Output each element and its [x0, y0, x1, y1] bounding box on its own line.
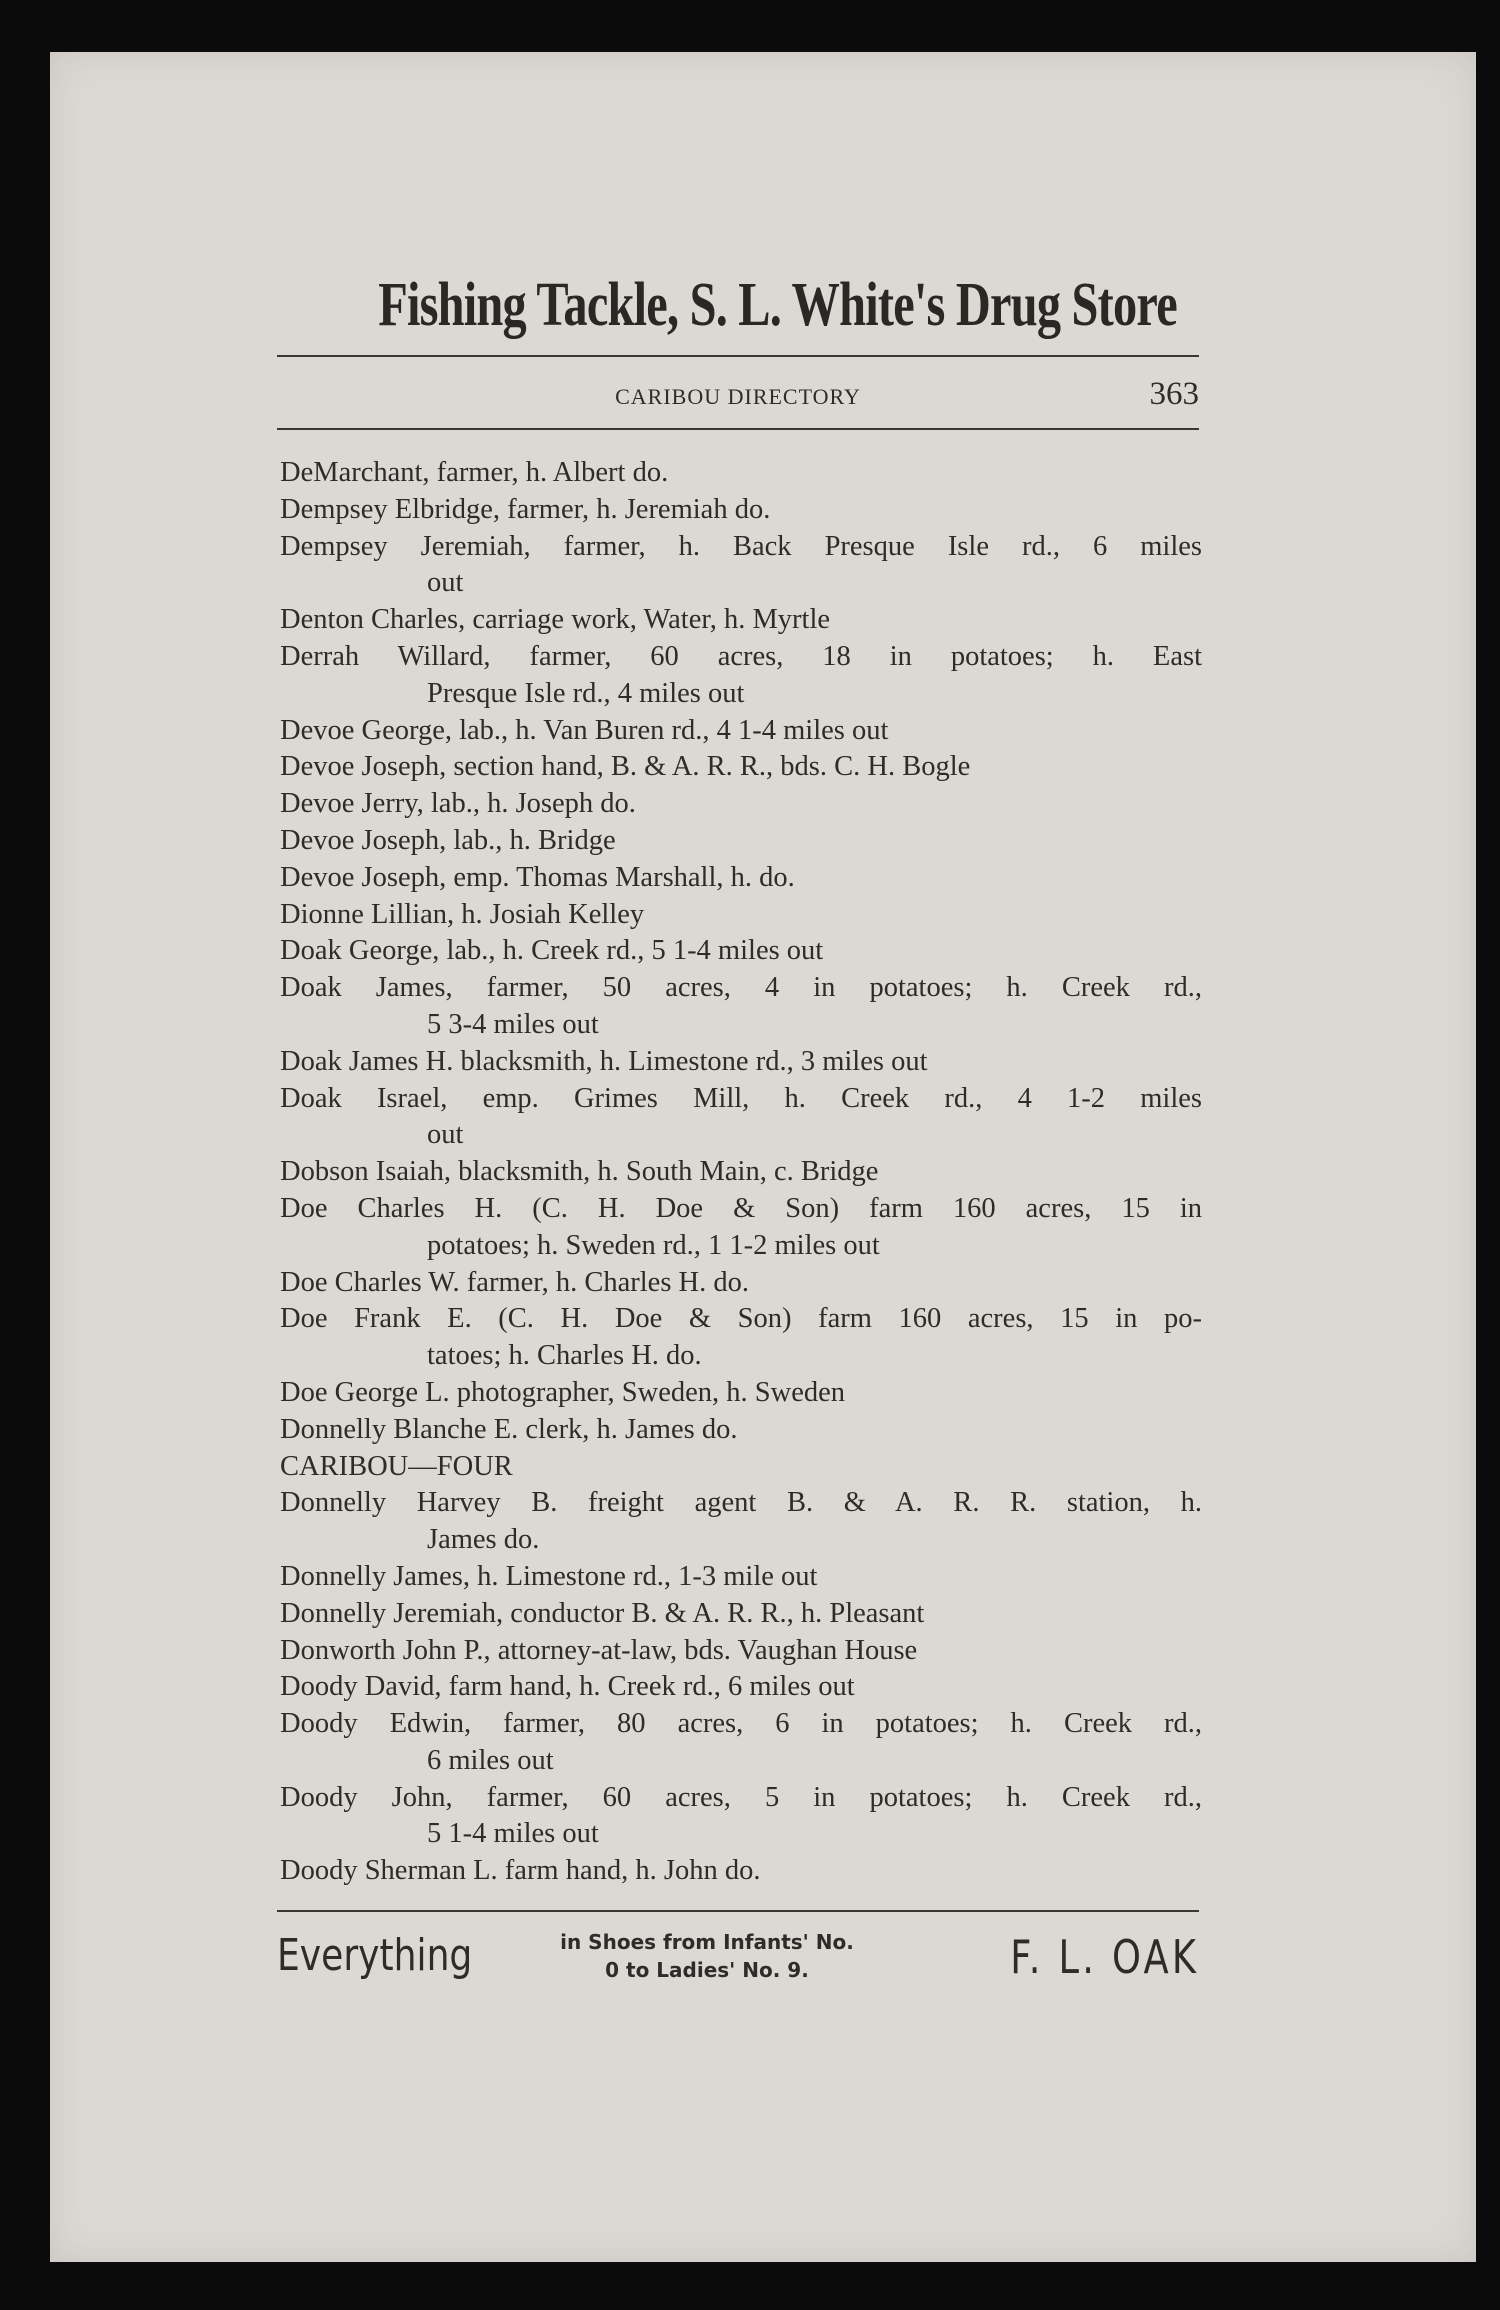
entry-continuation-line: tatoes; h. Charles H. do. [427, 1340, 702, 1372]
entry-line: Donnelly James, h. Limestone rd., 1-3 mile out [280, 1560, 818, 1592]
directory-entry [280, 1559, 1202, 1596]
entry-continuation-line: potatoes; h. Sweden rd., 1 1-2 miles out [427, 1229, 880, 1261]
directory-entry [280, 1780, 1202, 1854]
footer-advert [277, 1924, 1199, 2004]
entry-continuation-line: 5 1-4 miles out [427, 1818, 599, 1850]
directory-entry [280, 1044, 1202, 1081]
entry-continuation-line: 6 miles out [427, 1744, 554, 1776]
footer-line-2: 0 to Ladies' No. 9. [605, 1958, 809, 1982]
directory-entry [280, 1706, 1202, 1780]
entry-line: Doe Charles H. (C. H. Doe & Son) farm 160 acres, 15 in [280, 1192, 1202, 1224]
entry-continuation-line: out [427, 1119, 464, 1151]
entry-continuation-line: Presque Isle rd., 4 miles out [427, 677, 745, 709]
entry-line: Doody John, farmer, 60 acres, 5 in potatoes; h. Creek rd., [280, 1781, 1202, 1813]
directory-entry [280, 1853, 1202, 1890]
entry-line: Dempsey Jeremiah, farmer, h. Back Presque Isle rd., 6 miles [280, 530, 1202, 562]
entry-line: Doak James H. blacksmith, h. Limestone rd., 3 miles out [280, 1045, 928, 1077]
directory-entry [280, 1485, 1202, 1559]
directory-entry [280, 602, 1202, 639]
entry-line: Denton Charles, carriage work, Water, h. Myrtle [280, 604, 831, 636]
directory-entry [280, 1154, 1202, 1191]
entry-line: Dempsey Elbridge, farmer, h. Jeremiah do. [280, 493, 771, 525]
entry-line: Donnelly Jeremiah, conductor B. & A. R. R., h. Pleasant [280, 1597, 925, 1629]
directory-entry [280, 933, 1202, 970]
directory-entry [280, 1375, 1202, 1412]
running-header [277, 378, 1199, 414]
directory-entry [280, 713, 1202, 750]
directory-entry [280, 970, 1202, 1044]
entry-continuation-line: 5 3-4 miles out [427, 1008, 599, 1040]
directory-entry [280, 823, 1202, 860]
directory-entry [280, 749, 1202, 786]
entry-line: Doody David, farm hand, h. Creek rd., 6 miles out [280, 1671, 855, 1703]
directory-entry [280, 1191, 1202, 1265]
directory-entry [280, 1596, 1202, 1633]
directory-entry [280, 860, 1202, 897]
page-number: 363 [1149, 376, 1199, 412]
entry-line: Devoe Jerry, lab., h. Joseph do. [280, 788, 636, 820]
header-rule-bottom [277, 428, 1199, 430]
entry-line: Devoe Joseph, lab., h. Bridge [280, 824, 616, 856]
footer-line-1: in Shoes from Infants' No. [560, 1930, 854, 1954]
entry-line: Doody Sherman L. farm hand, h. John do. [280, 1855, 761, 1887]
entry-line: Doe Frank E. (C. H. Doe & Son) farm 160 acres, 15 in po- [280, 1303, 1202, 1335]
entry-continuation-line: James do. [427, 1524, 540, 1556]
directory-entry [280, 1081, 1202, 1155]
header-rule-top [277, 355, 1199, 357]
entry-line: Donnelly Harvey B. freight agent B. & A. R. R. station, h. [280, 1487, 1202, 1519]
entry-continuation-line: out [427, 567, 464, 599]
directory-entry [280, 897, 1202, 934]
footer-rule [277, 1910, 1199, 1912]
directory-entry [280, 492, 1202, 529]
entry-line: CARIBOU—FOUR [280, 1450, 513, 1482]
directory-entries [280, 455, 1202, 1890]
entry-line: Dobson Isaiah, blacksmith, h. South Main, c. Bridge [280, 1156, 879, 1188]
entry-line: Devoe George, lab., h. Van Buren rd., 4 1-4 miles out [280, 714, 889, 746]
directory-entry [280, 1301, 1202, 1375]
entry-line: Doody Edwin, farmer, 80 acres, 6 in potatoes; h. Creek rd., [280, 1708, 1202, 1740]
entry-line: Devoe Joseph, section hand, B. & A. R. R., bds. C. H. Bogle [280, 751, 971, 783]
directory-entry [280, 786, 1202, 823]
directory-entry [280, 1669, 1202, 1706]
directory-entry [280, 1449, 1202, 1486]
entry-line: Devoe Joseph, emp. Thomas Marshall, h. do. [280, 861, 795, 893]
entry-line: Derrah Willard, farmer, 60 acres, 18 in potatoes; h. East [280, 640, 1202, 672]
footer-headline: Everything [277, 1930, 473, 1981]
running-head: CARIBOU DIRECTORY [615, 384, 861, 409]
entry-line: Doe George L. photographer, Sweden, h. Sweden [280, 1376, 846, 1408]
directory-entry [280, 1633, 1202, 1670]
entry-line: DeMarchant, farmer, h. Albert do. [280, 457, 669, 488]
advert-title: Fishing Tackle, S. L. White's Drug Store [378, 271, 1177, 339]
directory-entry [280, 529, 1202, 603]
directory-entry [280, 1265, 1202, 1302]
entry-line: Doak James, farmer, 50 acres, 4 in potatoes; h. Creek rd., [280, 972, 1202, 1004]
directory-entry [280, 455, 1202, 492]
entry-line: Dionne Lillian, h. Josiah Kelley [280, 898, 645, 930]
entry-line: Doak George, lab., h. Creek rd., 5 1-4 miles out [280, 935, 824, 967]
directory-entry [280, 1412, 1202, 1449]
footer-merchant: F. L. OAK [1010, 1930, 1199, 1984]
entry-line: Donworth John P., attorney-at-law, bds. Vaughan House [280, 1634, 918, 1666]
entry-line: Doak Israel, emp. Grimes Mill, h. Creek rd., 4 1-2 miles [280, 1082, 1202, 1114]
entry-line: Doe Charles W. farmer, h. Charles H. do. [280, 1266, 749, 1298]
footer-body [542, 1928, 872, 1984]
entry-line: Donnelly Blanche E. clerk, h. James do. [280, 1413, 738, 1445]
directory-entry [280, 639, 1202, 713]
